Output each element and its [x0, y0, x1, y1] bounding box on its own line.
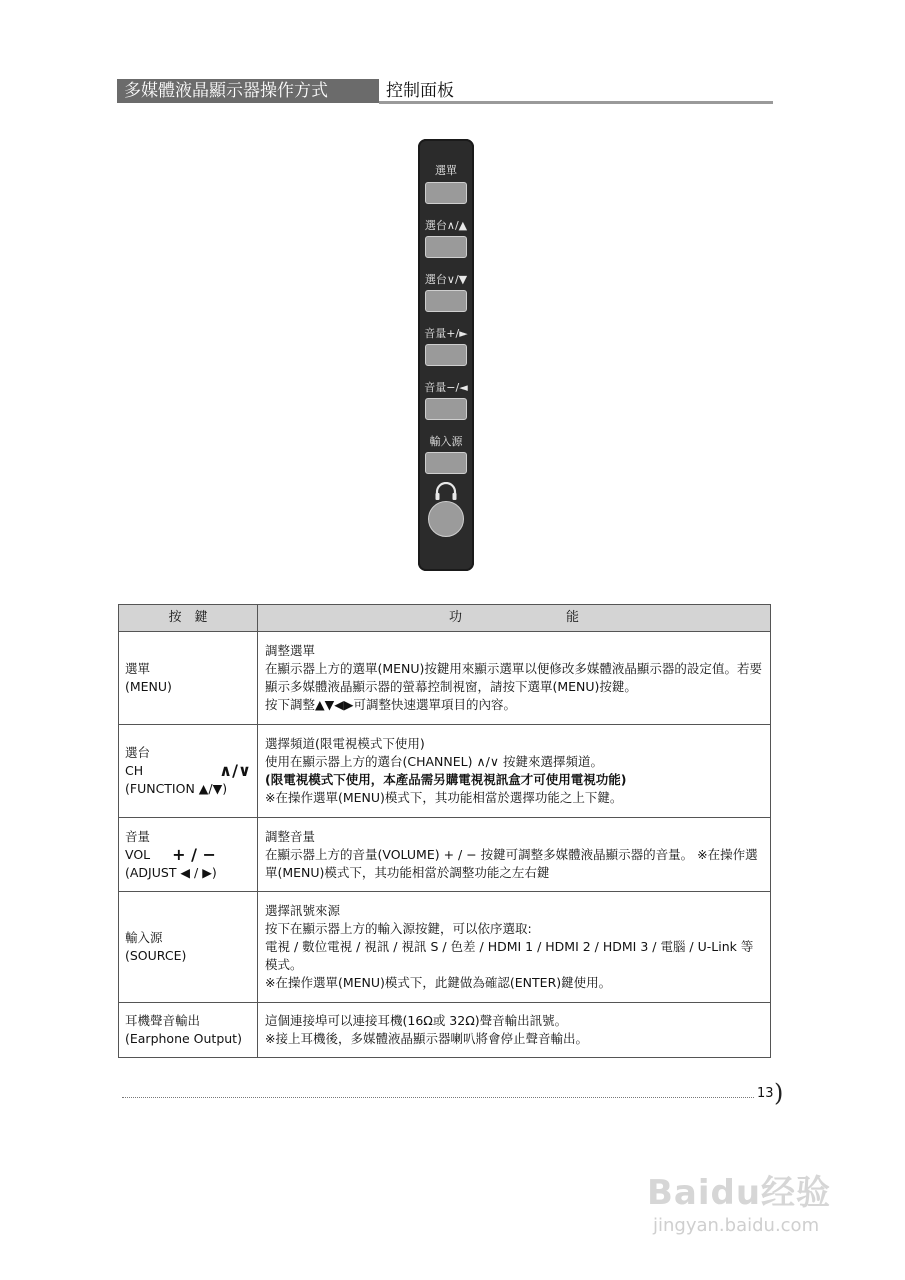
panel-button-ch-up: [425, 236, 467, 258]
key-code: CH: [125, 763, 144, 778]
key-function: (ADJUST ◀ / ▶): [125, 864, 217, 880]
desc-line: ※接上耳機後，多媒體液晶顯示器喇叭將會停止聲音輸出。: [265, 1031, 588, 1046]
panel-button-vol-up: [425, 344, 467, 366]
desc-line: ※在操作選單(MENU)模式下，此鍵做為確認(ENTER)鍵使用。: [265, 975, 612, 990]
table-row: [119, 632, 771, 725]
table-row: [119, 725, 771, 818]
desc-line: ※在操作選單(MENU)模式下，其功能相當於選擇功能之上下鍵。: [265, 790, 623, 805]
key-function: (FUNCTION ▲/▼): [125, 781, 228, 796]
key-name: 音量: [125, 828, 151, 844]
section-title: 多媒體液晶顯示器操作方式: [117, 79, 379, 103]
panel-button-vol-down: [425, 398, 467, 420]
header-rule: [379, 101, 773, 104]
panel-button-menu: [425, 182, 467, 204]
key-name: 選台: [125, 745, 151, 760]
desc-line: 這個連接埠可以連接耳機(16Ω或 32Ω)聲音輸出訊號。: [265, 1013, 568, 1028]
control-panel-illustration: [418, 139, 474, 571]
table-row: [119, 818, 771, 892]
up-down-icon: ∧/∨: [219, 761, 251, 780]
desc-cell: [258, 892, 771, 1003]
panel-label-ch-down: 選台∨/▼: [424, 273, 468, 286]
table-row: [119, 1003, 771, 1058]
key-name: 選單: [125, 661, 151, 676]
table-header-row: [119, 605, 771, 632]
key-cell: [119, 818, 258, 892]
desc-line: 使用在顯示器上方的選台(CHANNEL) ∧/∨ 按鍵來選擇頻道。: [265, 754, 603, 769]
panel-label-menu: 選單: [435, 164, 457, 177]
page-number-bracket-icon: ): [774, 1079, 784, 1107]
key-code-row: [125, 762, 251, 780]
desc-line: 按下在顯示器上方的輸入源按鍵，可以依序選取:: [265, 921, 532, 936]
watermark-url: jingyan.baidu.com: [653, 1215, 820, 1236]
key-cell: [119, 892, 258, 1003]
desc-line: 調整音量: [265, 828, 316, 844]
page-number: 13: [757, 1086, 774, 1101]
column-header-key: 按 鍵: [119, 605, 258, 632]
panel-label-ch-up: 選台∧/▲: [424, 219, 468, 232]
desc-line: 選擇頻道(限電視模式下使用): [265, 736, 425, 751]
panel-button-ch-down: [425, 290, 467, 312]
key-code: (Earphone Output): [125, 1031, 242, 1046]
desc-cell: [258, 1003, 771, 1058]
key-name: 耳機聲音輸出: [125, 1013, 201, 1028]
desc-cell: [258, 725, 771, 818]
panel-label-vol-down: 音量−/◄: [424, 381, 468, 394]
panel-label-vol-up: 音量+/►: [424, 327, 468, 340]
desc-cell: [258, 632, 771, 725]
key-code-row: [125, 846, 251, 864]
key-cell: [119, 1003, 258, 1058]
key-code: VOL: [125, 846, 151, 862]
earphone-jack: [428, 501, 464, 537]
page-title: 控制面板: [386, 81, 454, 101]
panel-label-source: 輸入源: [429, 435, 463, 448]
desc-line: 按下調整▲▼◀▶可調整快速選單項目的內容。: [265, 697, 516, 712]
key-code: (SOURCE): [125, 948, 187, 963]
table-row: [119, 892, 771, 1003]
key-name: 輸入源: [125, 930, 163, 945]
watermark-brand: Baidu经验: [647, 1173, 832, 1213]
plus-minus-icon: + / −: [172, 844, 216, 864]
desc-line-bold: (限電視模式下使用，本產品需另購電視視訊盒才可使用電視功能): [265, 772, 627, 787]
desc-cell: [258, 818, 771, 892]
function-table: [118, 604, 771, 1058]
desc-line: 在顯示器上方的音量(VOLUME) + / − 按鍵可調整多媒體液晶顯示器的音量。 ※在操作選單(MENU)模式下，其功能相當於調整功能之左右鍵: [265, 846, 758, 880]
key-cell: [119, 725, 258, 818]
panel-button-source: [425, 452, 467, 474]
headphone-icon: [434, 482, 458, 500]
key-code: (MENU): [125, 679, 172, 694]
desc-line: 在顯示器上方的選單(MENU)按鍵用來顯示選單以便修改多媒體液晶顯示器的設定值。若要顯示多媒體液晶顯示器的螢幕控制視窗，請按下選單(MENU)按鍵。: [265, 661, 762, 694]
footer-dotted-rule: [122, 1097, 754, 1098]
desc-line: 選擇訊號來源: [265, 903, 341, 918]
desc-line: 電視 / 數位電視 / 視訊 / 視訊 S / 色差 / HDMI 1 / HDMI 2 / HDMI 3 / 電腦 / U-Link 等模式。: [265, 939, 754, 972]
key-cell: [119, 632, 258, 725]
desc-line: 調整選單: [265, 643, 316, 658]
column-header-function: 功 能: [258, 605, 771, 632]
